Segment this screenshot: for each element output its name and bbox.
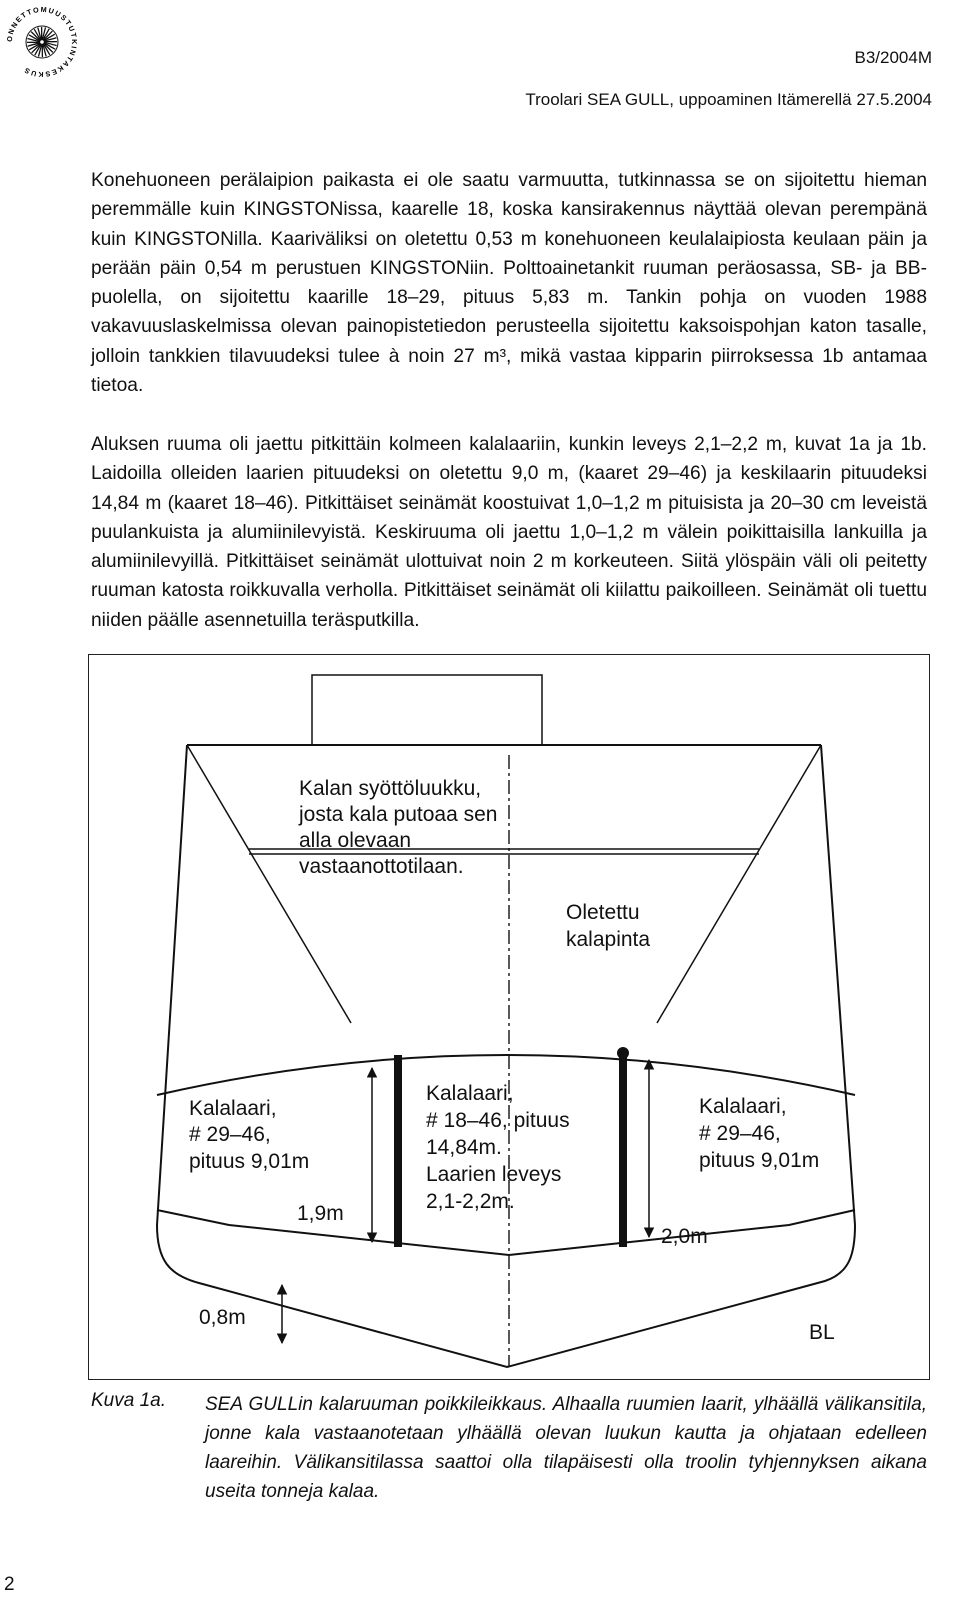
center-bin-line-3: 14,84m. (426, 1136, 502, 1159)
paragraph-fish-bins: Aluksen ruuma oli jaettu pitkittäin kolmeen kalalaariin, kunkin leveys 2,1–2,2 m, kuvat 1a ja 1b. Laidoilla olleiden laarien pituudeksi on oletettu 9,0 m, (kaaret 29–46) ja keskilaarin pituudeksi 14,84 m (kaaret 18–46). Pitkittäiset seinämät koostuivat 1,0–1,2 m pituisista ja 20–30 cm leveistä puulankuista ja alumiinilevyistä. Keskiruuma oli jaettu 1,0–1,2 m välein poikittaisilla lankuilla ja alumiinilevyillä. Pitkittäiset seinämät ulottuivat noin 2 m korkeuteen. Siitä ylöspäin väli oli peitetty ruuman katosta roikkuvalla verholla. Pitkittäiset seinämät oli kiilattu paikoilleen. Seinämät oli tuettu niiden päälle asennetuilla teräsputkilla. (91, 434, 927, 631)
hatch-label-line-2: josta kala putoaa sen (299, 803, 498, 826)
bulkhead-right-top (617, 1047, 629, 1059)
hull-side-right (821, 745, 855, 1225)
surface-label (566, 901, 650, 951)
hull-bottom (157, 1225, 855, 1367)
dimension-label-bottom: 0,8m (199, 1306, 246, 1329)
document-title: Troolari SEA GULL, uppoaminen Itämerellä 27.5.2004 (525, 90, 932, 109)
logo-emblem (27, 27, 57, 57)
dimension-label-left: 1,9m (297, 1202, 344, 1225)
baseline-label: BL (809, 1321, 835, 1344)
chute-right (657, 745, 821, 1023)
figure-caption-text: SEA GULLin kalaruuman poikkileikkaus. Alhaalla ruumien laarit, ylhäällä välikansitila, jonne kala vastaanotetaan ylhäällä olevan luukun kautta ja ohjataan edelleen laareihin. Välikansitilassa saattoi olla tilapäisesti olla troolin tyhjennyksen aikana useita tonneja kalaa. (205, 1394, 927, 1502)
agency-logo (4, 4, 80, 80)
center-bin-label (426, 1082, 575, 1213)
document-code: B3/2004M (854, 48, 932, 67)
left-bin-line-2: # 29–46, (189, 1123, 271, 1146)
svg-text:ONNETTOMUUSTUTKINTAKESKUS (5, 5, 79, 79)
hatch-label (298, 777, 503, 878)
bulkhead-left (394, 1055, 402, 1247)
paragraph-fuel-tanks: Konehuoneen perälaipion paikasta ei ole saatu varmuutta, tutkinnassa se on sijoitettu hieman peremmälle kuin KINGSTONissa, kaarelle 18, koska kansirakennus näyttää olevan perempänä kuin KINGSTONilla. Kaariväliksi on oletettu 0,53 m konehuoneen keulalaipiosta keulaan päin ja perään päin 0,54 m perustuen KINGSTONiin. Polttoainetankit ruuman peräosassa, SB- ja BB-puolella, on sijoitettu kaarille 18–29, pituus 5,83 m. Tankin pohja on vuoden 1988 vakavuuslaskelmissa olevan painopistetiedon perusteella sijoitettu kaksoispohjan katon tasalle, jolloin tankkien tilavuudeksi tulee à noin 27 m³, mikä vastaa kipparin piirroksessa 1b antamaa tietoa. (91, 170, 927, 397)
hatch-label-line-3: alla olevaan (299, 829, 412, 852)
tank-top (157, 1210, 855, 1255)
surface-label-line-1: Oletettu (566, 901, 640, 924)
right-bin-line-2: # 29–46, (699, 1122, 781, 1145)
dimension-label-right: 2,0m (661, 1225, 708, 1248)
center-bin-line-4: Laarien leveys (426, 1163, 562, 1186)
figure-caption-label: Kuva 1a. (91, 1390, 166, 1411)
left-bin-line-1: Kalalaari, (189, 1097, 277, 1120)
logo-lettering: ONNETTOMUUSTUTKINTAKESKUS (4, 4, 80, 80)
right-bin-label (699, 1095, 819, 1172)
left-bin-label (189, 1097, 309, 1173)
center-bin-line-2: # 18–46, pituus (426, 1109, 570, 1132)
hatch-label-line-4: vastaanottotilaan. (299, 855, 464, 878)
left-bin-line-3: pituus 9,01m (189, 1150, 310, 1173)
hull-side-left (157, 745, 187, 1225)
hatch-label-line-1: Kalan syöttöluukku, (299, 777, 482, 800)
surface-label-line-2: kalapinta (566, 928, 651, 951)
bulkhead-right (619, 1057, 627, 1247)
center-bin-line-1: Kalalaari, (426, 1082, 514, 1105)
page-number: 2 (4, 1574, 15, 1595)
hold-cross-section-figure (88, 654, 930, 1380)
right-bin-line-3: pituus 9,01m (699, 1149, 820, 1172)
hatch-coaming (312, 675, 542, 745)
right-bin-line-1: Kalalaari, (699, 1095, 787, 1118)
center-bin-line-5: 2,1-2,2m. (426, 1190, 515, 1213)
